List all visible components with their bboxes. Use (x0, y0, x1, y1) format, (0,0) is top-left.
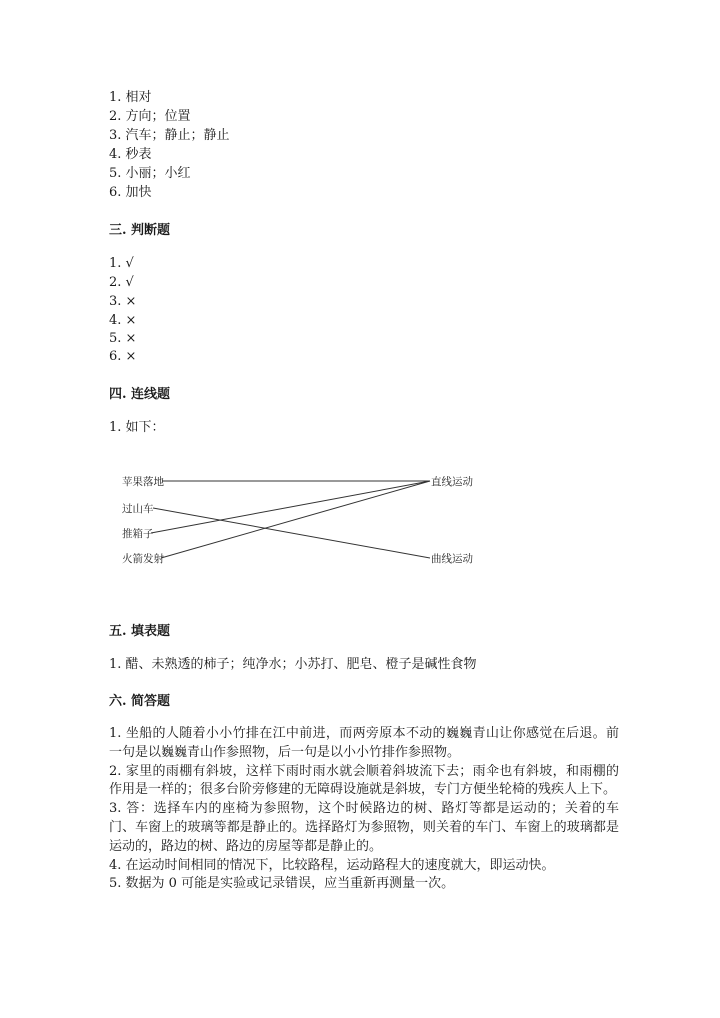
answer-line: 6. 加快 (109, 185, 152, 200)
answer-line: 5. 小丽；小红 (109, 166, 191, 181)
right-item-linear-motion: 直线运动 (431, 476, 473, 488)
short-answer-item: 3. 答：选择车内的座椅为参照物，这个时候路边的树、路灯等都是运动的；关着的车门、车窗上的玻璃等都是静止的。选择路灯为参照物，则关着的车门、车窗上的玻璃都是运动的，路边的树、路边的房屋等都是静止的。 (109, 801, 619, 854)
right-item-curved-motion: 曲线运动 (431, 553, 473, 565)
short-answer-item: 2. 家里的雨棚有斜坡，这样下雨时雨水就会顺着斜坡流下去；雨伞也有斜坡，和雨棚的作用是一样的；很多台阶旁修建的无障碍设施就是斜坡，专门方便坐轮椅的残疾人上下。 (109, 763, 619, 798)
answer-line: 1. 醋、未熟透的柿子；纯净水；小苏打、肥皂、橙子是碱性食物 (109, 657, 477, 672)
section-heading-judgement: 三. 判断题 (109, 223, 171, 238)
answer-line: 3. × (109, 294, 137, 309)
match-line (153, 508, 430, 558)
answer-line: 2. √ (109, 275, 134, 290)
answer-line: 1. 相对 (109, 90, 152, 105)
answer-line: 2. 方向；位置 (109, 109, 191, 124)
section-heading-fill-table: 五. 填表题 (109, 624, 171, 639)
answer-line: 5. × (109, 331, 137, 346)
answer-line: 1. √ (109, 256, 134, 271)
short-answer-item: 1. 坐船的人随着小小竹排在江中前进，而两旁原本不动的巍巍青山让你感觉在后退。前一句是以巍巍青山作参照物，后一句是以小小竹排作参照物。 (109, 726, 619, 760)
short-answer-item: 5. 数据为 0 可能是实验或记录错误，应当重新再测量一次。 (109, 876, 455, 892)
matching-diagram (0, 460, 720, 580)
left-item-roller-coaster: 过山车 (122, 503, 154, 515)
answer-line: 3. 汽车；静止；静止 (109, 128, 230, 143)
left-item-push-box: 推箱子 (122, 528, 154, 540)
left-item-apple-falling: 苹果落地 (122, 476, 164, 488)
section-heading-matching: 四. 连线题 (109, 387, 171, 402)
match-line (161, 481, 430, 558)
answer-line: 4. × (109, 313, 137, 328)
answer-line: 4. 秒表 (109, 147, 152, 162)
answer-line: 1. 如下： (109, 420, 165, 435)
short-answer-list (109, 725, 619, 894)
short-answer-item: 4. 在运动时间相同的情况下，比较路程，运动路程大的速度就大，即运动快。 (109, 857, 555, 873)
match-line (151, 481, 430, 533)
answer-line: 6. × (109, 349, 137, 364)
left-item-rocket-launch: 火箭发射 (122, 553, 164, 565)
section-heading-short-answer: 六. 简答题 (109, 694, 171, 709)
